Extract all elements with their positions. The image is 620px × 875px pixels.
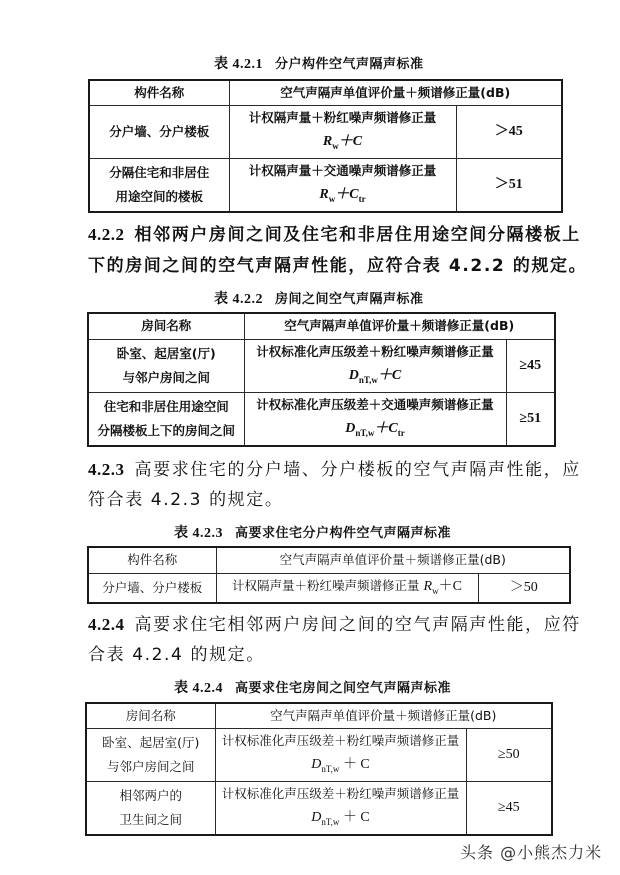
metric-formula: $R_w+C$ xyxy=(322,134,363,151)
metric-cell xyxy=(244,392,506,446)
room-name-cell: 卧室、起居室(厅) 与邻户房间之间 xyxy=(88,339,244,392)
metric-cell xyxy=(216,573,478,603)
table-4-2-4 xyxy=(85,702,553,836)
requirement-value-cell: ＞45 xyxy=(456,106,562,159)
component-name-cell: 分户墙、分户楼板 xyxy=(89,106,229,159)
metric-cell xyxy=(215,781,466,834)
metric-formula: $R_w+C$ xyxy=(423,578,462,596)
table-row xyxy=(88,392,555,446)
header-cell: 空气声隔声单值评价量＋频谱修正量(dB) xyxy=(216,547,570,573)
room-name-cell: 住宅和非居住用途空间 分隔楼板上下的房间之间 xyxy=(88,392,244,446)
caption-title: 高要求住宅房间之间空气声隔声标准 xyxy=(235,681,452,696)
watermark: 头条 @小熊杰力米 xyxy=(460,843,603,862)
section-4-2-4-line1: 4.2.4 高要求住宅相邻两户房间之间的空气声隔声性能，应符 xyxy=(88,615,581,635)
metric-cell xyxy=(229,106,456,159)
table-row xyxy=(86,729,552,782)
table-row xyxy=(88,339,555,392)
metric-formula: $D_{nT,w} + C$ xyxy=(311,809,370,827)
metric-formula: $R_w+C_{tr}$ xyxy=(319,186,366,204)
metric-description: 计权标准化声压级差＋粉红噪声频谱修正量 xyxy=(221,733,460,748)
metric-formula: $D_{nT,w}+C$ xyxy=(348,367,402,385)
caption-number: 表 4.2.4 xyxy=(174,681,223,696)
requirement-value-cell: ≥51 xyxy=(506,392,555,446)
header-cell: 空气声隔声单值评价量＋频谱修正量(dB) xyxy=(229,80,562,106)
table-4-2-1 xyxy=(88,79,563,213)
metric-description: 计权标准化声压级差＋交通噪声频谱修正量 xyxy=(256,396,494,412)
header-cell: 房间名称 xyxy=(88,313,244,339)
metric-description: 计权标准化声压级差＋粉红噪声频谱修正量 xyxy=(256,343,494,359)
section-4-2-2-line1: 4.2.2 相邻两户房间之间及住宅和非居住用途空间分隔楼板上 xyxy=(88,225,581,245)
section-4-2-2-line2: 下的房间之间的空气声隔声性能，应符合表 4.2.2 的规定。 xyxy=(88,256,588,276)
metric-description: 计权隔声量＋粉红噪声频谱修正量 xyxy=(248,110,437,125)
header-cell: 空气声隔声单值评价量＋频谱修正量(dB) xyxy=(215,703,552,729)
metric-formula: $D_{nT,w} + C$ xyxy=(311,757,370,774)
header-cell: 房间名称 xyxy=(86,703,215,729)
table-row xyxy=(89,158,562,211)
section-4-2-4-line2: 合表 4.2.4 的规定。 xyxy=(88,645,265,665)
caption-title: 高要求住宅分户构件空气声隔声标准 xyxy=(235,526,452,541)
requirement-value-cell: ＞51 xyxy=(456,158,562,211)
section-4-2-3-line1: 4.2.3 高要求住宅的分户墙、分户楼板的空气声隔声性能，应 xyxy=(88,460,581,480)
component-name-cell: 分隔住宅和非居住 用途空间的楼板 xyxy=(89,158,229,211)
table-row xyxy=(88,573,570,603)
section-number: 4.2.3 xyxy=(88,460,125,479)
metric-description: 计权标准化声压级差＋粉红噪声频谱修正量 xyxy=(221,785,460,801)
section-number: 4.2.4 xyxy=(88,615,125,634)
table-4-2-2-caption xyxy=(214,288,424,308)
requirement-value-cell: ≥45 xyxy=(466,781,552,834)
requirement-value-cell: ＞50 xyxy=(478,573,570,603)
caption-number: 表 4.2.2 xyxy=(214,292,263,307)
metric-description: 计权隔声量＋交通噪声频谱修正量 xyxy=(248,162,437,178)
table-row xyxy=(86,781,552,834)
caption-number: 表 4.2.3 xyxy=(174,526,223,541)
table-4-2-2 xyxy=(87,312,556,447)
caption-number: 表 4.2.1 xyxy=(214,57,263,72)
metric-cell xyxy=(229,158,456,211)
requirement-value-cell: ≥50 xyxy=(466,729,552,782)
table-4-2-3 xyxy=(87,546,571,604)
table-4-2-4-caption xyxy=(174,677,451,697)
metric-description: 计权隔声量＋粉红噪声频谱修正量 xyxy=(232,577,420,593)
component-name-cell: 分户墙、分户楼板 xyxy=(88,573,216,603)
header-cell: 构件名称 xyxy=(89,80,229,106)
room-name-cell: 相邻两户的 卫生间之间 xyxy=(86,781,215,834)
section-number: 4.2.2 xyxy=(88,225,125,244)
table-header-row xyxy=(88,313,555,339)
header-cell: 空气声隔声单值评价量＋频谱修正量(dB) xyxy=(244,313,555,339)
section-4-2-3-line2: 符合表 4.2.3 的规定。 xyxy=(88,490,284,510)
caption-title: 房间之间空气声隔声标准 xyxy=(275,292,424,307)
table-header-row xyxy=(88,547,570,573)
header-cell: 构件名称 xyxy=(88,547,216,573)
metric-formula: $D_{nT,w}+C_{tr}$ xyxy=(345,420,405,438)
metric-cell xyxy=(244,339,506,392)
table-row xyxy=(89,106,562,159)
table-4-2-3-caption xyxy=(174,522,451,542)
table-header-row xyxy=(86,703,552,729)
caption-title: 分户构件空气声隔声标准 xyxy=(275,57,424,72)
room-name-cell: 卧室、起居室(厅) 与邻户房间之间 xyxy=(86,729,215,782)
metric-cell xyxy=(215,729,466,782)
requirement-value-cell: ≥45 xyxy=(506,339,555,392)
table-header-row xyxy=(89,80,562,106)
table-4-2-1-caption xyxy=(214,53,424,73)
